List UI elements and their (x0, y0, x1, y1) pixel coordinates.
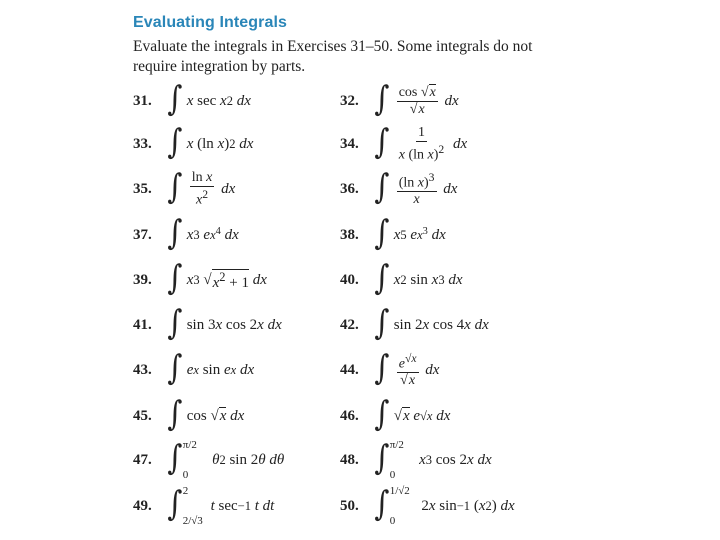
exercise-number: 46. (340, 407, 359, 424)
integral-sign-icon: ∫ (374, 122, 390, 162)
integrand: x sec x 2 dx (186, 92, 251, 109)
integrand: sin 3 x cos 2 x dx (186, 316, 282, 333)
integrand: x (ln x ) 2 dx (186, 135, 254, 152)
exercise-number: 33. (133, 135, 152, 152)
integrand: x 5 e $x^3$ dx (393, 226, 446, 243)
exercise-number: 38. (340, 226, 359, 243)
integral-sign-icon: ∫ (167, 484, 183, 524)
exercise-number: 50. (340, 497, 359, 514)
exercise-number: 31. (133, 92, 152, 109)
lower-limit: 2/√3 (182, 515, 203, 527)
upper-limit: π/2 (182, 439, 197, 451)
exercise-number: 44. (340, 361, 359, 378)
integral-sign-icon: ∫ (374, 79, 390, 119)
exercise-number: 45. (133, 407, 152, 424)
integrand: t sec −1 t dt (210, 497, 275, 514)
exercise-number: 42. (340, 316, 359, 333)
integrand: cos √ x dx (186, 407, 245, 424)
exercise-50 (340, 486, 515, 526)
exercise-35 (133, 169, 235, 209)
integrand: x 3 cos 2 x dx (419, 451, 492, 468)
integral-sign-icon: ∫ (374, 258, 390, 298)
integrand: $\frac{\text{ln x}}{x^2}$ dx (191, 169, 236, 208)
upper-limit: 2 (182, 485, 189, 497)
integral-sign-icon: ∫ (374, 348, 390, 388)
exercise-45 (133, 396, 244, 436)
exercise-number: 35. (133, 180, 152, 197)
integral-sign-icon: ∫ (167, 167, 183, 207)
exercise-47 (133, 440, 284, 480)
exercise-48 (340, 440, 492, 480)
exercise-46 (340, 396, 450, 436)
exercise-32 (340, 81, 459, 121)
integrand: 2 x sin −1 ( x 2 ) dx (413, 497, 515, 514)
integrand: $\frac{\cos √x}{√x}$ dx (398, 84, 459, 117)
integral-sign-icon: ∫ (374, 213, 390, 253)
exercise-33 (133, 124, 253, 164)
exercise-number: 37. (133, 226, 152, 243)
integral-sign-icon: ∫ (374, 394, 390, 434)
exercise-number: 32. (340, 92, 359, 109)
exercise-38 (340, 215, 446, 255)
integrand: sin 2 x cos 4 x dx (393, 316, 489, 333)
integrand: $\frac{1}{x (\ln x)^2}$ dx (398, 124, 468, 163)
upper-limit: π/2 (389, 439, 404, 451)
integral-sign-icon: ∫ (374, 167, 390, 207)
exercise-41 (133, 305, 282, 345)
integral-limits (183, 485, 203, 527)
integrand: e x sin e x dx (186, 361, 255, 378)
exercise-number: 48. (340, 451, 359, 468)
exercise-40 (340, 260, 463, 300)
exercise-number: 36. (340, 180, 359, 197)
integral-limits (183, 439, 197, 481)
exercise-39 (133, 260, 267, 300)
exercise-42 (340, 305, 489, 345)
section-heading: Evaluating Integrals (133, 14, 288, 31)
upper-limit: 1/√2 (389, 485, 410, 497)
exercise-36 (340, 169, 457, 209)
integrand: √ x e √x dx (393, 407, 451, 424)
exercise-44 (340, 350, 439, 390)
exercise-number: 41. (133, 316, 152, 333)
integral-sign-icon: ∫ (374, 303, 390, 343)
lower-limit: 0 (182, 469, 189, 481)
integrand: x 3 e $x^4$ dx (186, 226, 239, 243)
integral-limits (390, 439, 404, 481)
exercise-37 (133, 215, 239, 255)
lower-limit: 0 (389, 515, 396, 527)
integral-sign-icon: ∫ (167, 438, 183, 478)
integrand: x 2 sin x 3 dx (393, 271, 463, 288)
exercise-number: 47. (133, 451, 152, 468)
integral-sign-icon: ∫ (167, 303, 183, 343)
integral-sign-icon: ∫ (167, 348, 183, 388)
integrand: $\frac{(\ln x)^3}{x}$ dx (398, 170, 458, 208)
integrand: $\frac{e^{√x}}{√x}$ dx (398, 351, 440, 389)
integral-sign-icon: ∫ (374, 484, 390, 524)
integral-sign-icon: ∫ (167, 213, 183, 253)
integral-sign-icon: ∫ (167, 258, 183, 298)
lower-limit: 0 (389, 469, 396, 481)
exercise-49 (133, 486, 274, 526)
exercise-31 (133, 81, 251, 121)
integral-sign-icon: ∫ (167, 122, 183, 162)
section-intro: Evaluate the integrals in Exercises 31–50. Some integrals do not require integration by parts. (133, 38, 533, 75)
integrand: θ 2 sin 2 θ dθ (212, 451, 285, 468)
exercise-34 (340, 124, 467, 164)
exercise-number: 34. (340, 135, 359, 152)
integral-sign-icon: ∫ (167, 79, 183, 119)
exercise-number: 39. (133, 271, 152, 288)
integral-sign-icon: ∫ (374, 438, 390, 478)
integral-sign-icon: ∫ (167, 394, 183, 434)
exercise-number: 49. (133, 497, 152, 514)
exercise-43 (133, 350, 254, 390)
integral-limits (390, 485, 410, 527)
exercise-number: 43. (133, 361, 152, 378)
integrand: x 3 √ $x^2 + 1$ dx (186, 269, 267, 291)
exercise-number: 40. (340, 271, 359, 288)
